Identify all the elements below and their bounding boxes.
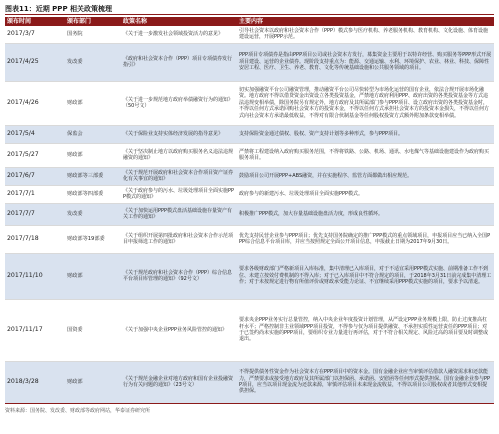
- row-content: 积极推广PPP模式，加大存量基础设施盘活力度，形成良性循环。: [237, 203, 494, 225]
- row-policy: 《关于规范金融企业对地方政府和国有企业投融资行为有关问题的通知》（23号文）: [121, 361, 237, 403]
- row-policy: 《关于规范开展政府和社会资本合作项目资产证券化有关事宜的通知》: [121, 167, 237, 185]
- header-content: 主要内容: [237, 17, 494, 26]
- row-dept: 财政部等19部委: [65, 225, 121, 253]
- row-date: 2017/7/7: [5, 203, 65, 225]
- row-content: 切实加强融资平台公司融资管理，推动融资平台公司尽快转型为市场化运营的国有企业，依法合规开展市场化融资。地方政府不得以借贷资金出资设立各类投资基金，严禁地方政府利用PPP、政府出资的各类投资基金等方式违法违规变相举债，除国务院另有规定外，地方政府及其所属部门参与PPP项目、设立政府出资的各类投资基金时，不得以任何方式承诺回购社会资本方的投资本金，不得以任何方式承担社会资本方的投资本金损失，不得以任何方式向社会资本方承诺最低收益，不得对有限合伙制基金等任何股权投资方式额外附加条款变相举债。: [237, 81, 494, 125]
- table-row: [5, 185, 494, 203]
- header-policy: 政策名称: [121, 17, 237, 26]
- policy-table: [5, 17, 494, 404]
- table-row: [5, 143, 494, 167]
- row-dept: 财政部: [65, 361, 121, 403]
- row-policy: 《关于保险业支持实体经济发展的指导意见》: [121, 125, 237, 143]
- row-content: 支持保险资金通过债权、股权、资产支持计划等多种形式，参与PPP项目。: [237, 125, 494, 143]
- row-policy: 《关于规范政府和社会资本合作（PPP）综合信息平台项目库管理的通知》（92号文）: [121, 253, 237, 299]
- row-date: 2017/3/7: [5, 26, 65, 43]
- row-policy: 《关于组织开展第四批政府和社会资本合作示范项目申报筛选工作的通知》: [121, 225, 237, 253]
- table-row: [5, 167, 494, 185]
- source-note: 资料来源：国务院、发改委、财政部等政府网站，华泰证券研究所: [5, 407, 151, 414]
- row-policy: 《关于进一步规范地方政府举债融资行为的通知》（50号文）: [121, 81, 237, 125]
- row-content: 优先支持民营企业参与PPP项目；优先支持国务院确定的推广PPP模式的重点领域项目，申报项目应当已纳入全国PPP综合信息平台项目库，并应当按照规定全面公开项目信息，申报截止日期为2017年9月30日。: [237, 225, 494, 253]
- table-row: [5, 81, 494, 125]
- row-content: 政府参与的新建污水、垃圾处理项目全面实施PPP模式。: [237, 185, 494, 203]
- row-policy: 《关于加快运用PPP模式盘活基础设施存量资产有关工作的通知》: [121, 203, 237, 225]
- row-date: 2017/11/10: [5, 253, 65, 299]
- row-date: 2017/6/7: [5, 167, 65, 185]
- table-row: [5, 43, 494, 81]
- row-policy: 《关于加强中央企业PPP业务风险管控的通知》: [121, 299, 237, 361]
- row-date: 2017/11/17: [5, 299, 65, 361]
- row-date: 2017/4/25: [5, 43, 65, 81]
- row-dept: 国资委: [65, 299, 121, 361]
- row-dept: 国务院: [65, 26, 121, 43]
- row-dept: 财政部: [65, 253, 121, 299]
- table-row: [5, 125, 494, 143]
- row-date: 2018/3/28: [5, 361, 65, 403]
- row-content: 要求央企PPP业务实行总量管控，纳入中央企业年度投资计划管理，从严设定PPP业务规模上限，防止过度推高杠杆水平；严格控制非主业领域PPP项目投资，不得参与仅为项目提供融资、不承担实质性运营责任的PPP项目；对于已签约尚未实施的PPP项目，要组织专业力量进行再评估，对于不符合相关规定、风险过高的项目要及时调整或退出。: [237, 299, 494, 361]
- row-date: 2017/5/27: [5, 143, 65, 167]
- row-content: 不得提供债务性资金作为社会资本方在PPP项目中的资本金。国有金融企业应当审慎评估借款人融资需求和还款能力，严禁要求或接受地方政府及其所属部门以担保函、承诺函、安慰函等任何形式提供担保。国有金融企业参与PPP项目，应当以项目现金流为还款来源，审慎评估项目未来现金流收益，不得以项目公司股权或者其他形式变相提供担保。: [237, 361, 494, 403]
- table-row: [5, 361, 494, 403]
- row-content: 鼓励项目公司开展PPP+ABS融资，并在实施程序、监管方面都做出相应规范。: [237, 167, 494, 185]
- row-dept: 财政部: [65, 81, 121, 125]
- row-content: 要求各级财政部门严格新项目入库标准，集中清理已入库项目，对于不适宜采用PPP模式实施、前期准备工作不到位、未建立按效付费机制的不得入库；对于已入库项目中不符合规定的项目，于2018年3月31日前完成集中清理工作；对于未按规定进行物有所值评价或财政承受能力论证、不宜继续采用PPP模式实施的项目，要求予以清退。: [237, 253, 494, 299]
- row-dept: 发改委: [65, 43, 121, 81]
- table-row: [5, 253, 494, 299]
- header-dept: 颁布部门: [65, 17, 121, 26]
- row-policy: 《关于坚决制止地方以政府购买服务名义违法违规融资的通知》: [121, 143, 237, 167]
- row-content: 引导社会资本以政府和社会资本合作（PPP）模式参与医疗机构、养老服务机构、教育机构、文化设施、体育设施建设运营，开展PPP示范。: [237, 26, 494, 43]
- table-row: [5, 225, 494, 253]
- row-content: 严禁将工程建设纳入政府购买服务范围，不得将铁路、公路、机场、通讯、水电煤气等基础设施建设作为政府购买服务项目。: [237, 143, 494, 167]
- row-date: 2017/7/18: [5, 225, 65, 253]
- table-header-row: [5, 17, 494, 26]
- row-policy: 《关于政府参与的污水、垃圾处理项目全面实施PPP模式的通知》: [121, 185, 237, 203]
- table-row: [5, 299, 494, 361]
- table-row: [5, 26, 494, 43]
- row-policy: 《关于进一步激发社会领域投资活力的意见》: [121, 26, 237, 43]
- row-date: 2017/4/26: [5, 81, 65, 125]
- row-policy: 《政府和社会资本合作（PPP）项目专项债券发行指引》: [121, 43, 237, 81]
- figure-title: 图表11：近期 PPP 相关政策梳理: [5, 3, 494, 15]
- row-dept: 财政部: [65, 143, 121, 167]
- row-date: 2017/7/1: [5, 185, 65, 203]
- row-date: 2017/5/4: [5, 125, 65, 143]
- row-dept: 财政部等三部委: [65, 167, 121, 185]
- row-content: PPP项目专项债券是指由PPP项目公司或社会资本方发行，募集资金主要用于以特许经营、购买服务等PPP形式开展项目建设、运营的企业债券。现阶段支持重点为：能源、交通运输、水利、环境保护、农业、林业、科技、保障性安居工程、医疗、卫生、养老、教育、文化等传统基础设施和公共服务领域的项目。: [237, 43, 494, 81]
- row-dept: 财政部等四部委: [65, 185, 121, 203]
- row-dept: 保监会: [65, 125, 121, 143]
- row-dept: 发改委: [65, 203, 121, 225]
- header-date: 颁布时间: [5, 17, 65, 26]
- table-row: [5, 203, 494, 225]
